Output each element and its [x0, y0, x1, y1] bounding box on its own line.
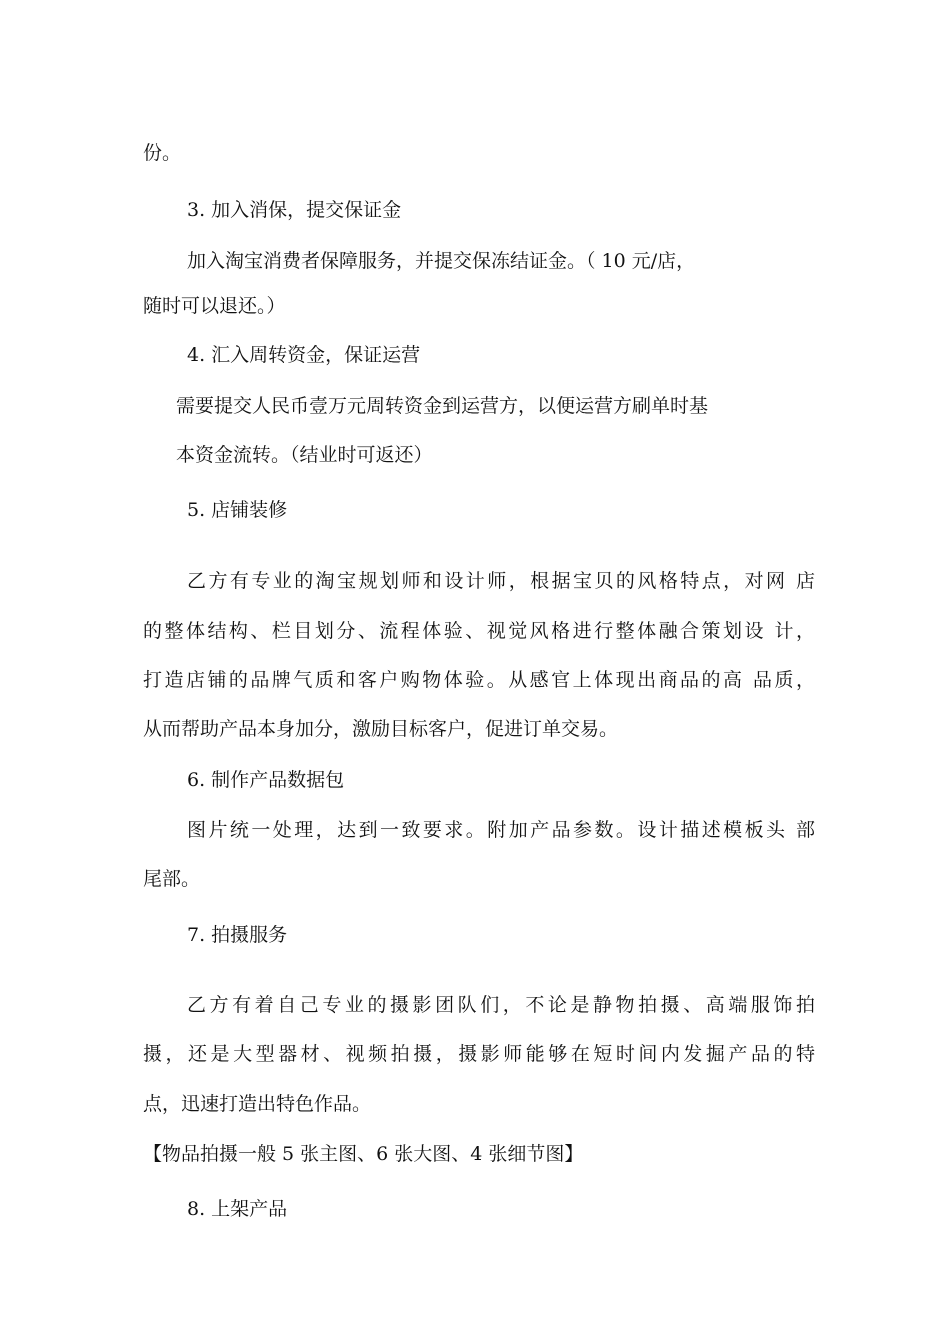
section-heading-5: 5. 店铺装修	[187, 499, 288, 521]
text-line-9: 乙方有专业的淘宝规划师和设计师，根据宝贝的风格特点，对网 店	[187, 570, 815, 592]
text-line-6: 需要提交人民币壹万元周转资金到运营方，以便运营方刷单时基	[176, 395, 709, 417]
text-line-4: 随时可以退还。）	[143, 295, 286, 317]
text-line-11: 打造店铺的品牌气质和客户购物体验。从感官上体现出商品的高 品质，	[143, 669, 815, 691]
text-line-7: 本资金流转。（结业时可返还）	[176, 444, 433, 466]
text-line-10: 的整体结构、栏目划分、流程体验、视觉风格进行整体融合策划设 计，	[143, 620, 815, 642]
section-heading-3: 3. 加入消保，提交保证金	[187, 199, 402, 221]
section-heading-7: 7. 拍摄服务	[187, 924, 288, 946]
text-line-14: 图片统一处理，达到一致要求。附加产品参数。设计描述模板头 部	[187, 819, 815, 841]
text-line-19: 点，迅速打造出特色作品。	[143, 1093, 372, 1115]
text-line-18: 摄，还是大型器材、视频拍摄，摄影师能够在短时间内发掘产品的特	[143, 1043, 815, 1065]
section-heading-8: 8. 上架产品	[187, 1198, 288, 1220]
text-line-15: 尾部。	[143, 868, 201, 890]
text-line-3: 加入淘宝消费者保障服务，并提交保冻结证金。（ 10 元/店，	[187, 250, 696, 272]
section-heading-4: 4. 汇入周转资金，保证运营	[187, 344, 421, 366]
text-line-17: 乙方有着自己专业的摄影团队们，不论是静物拍摄、高端服饰拍	[187, 994, 815, 1016]
section-heading-6: 6. 制作产品数据包	[187, 769, 345, 791]
text-line-12: 从而帮助产品本身加分，激励目标客户，促进订单交易。	[143, 718, 619, 740]
text-line-1: 份。	[143, 142, 182, 164]
text-line-20: 【物品拍摄一般 5 张主图、6 张大图、4 张细节图】	[143, 1143, 584, 1165]
